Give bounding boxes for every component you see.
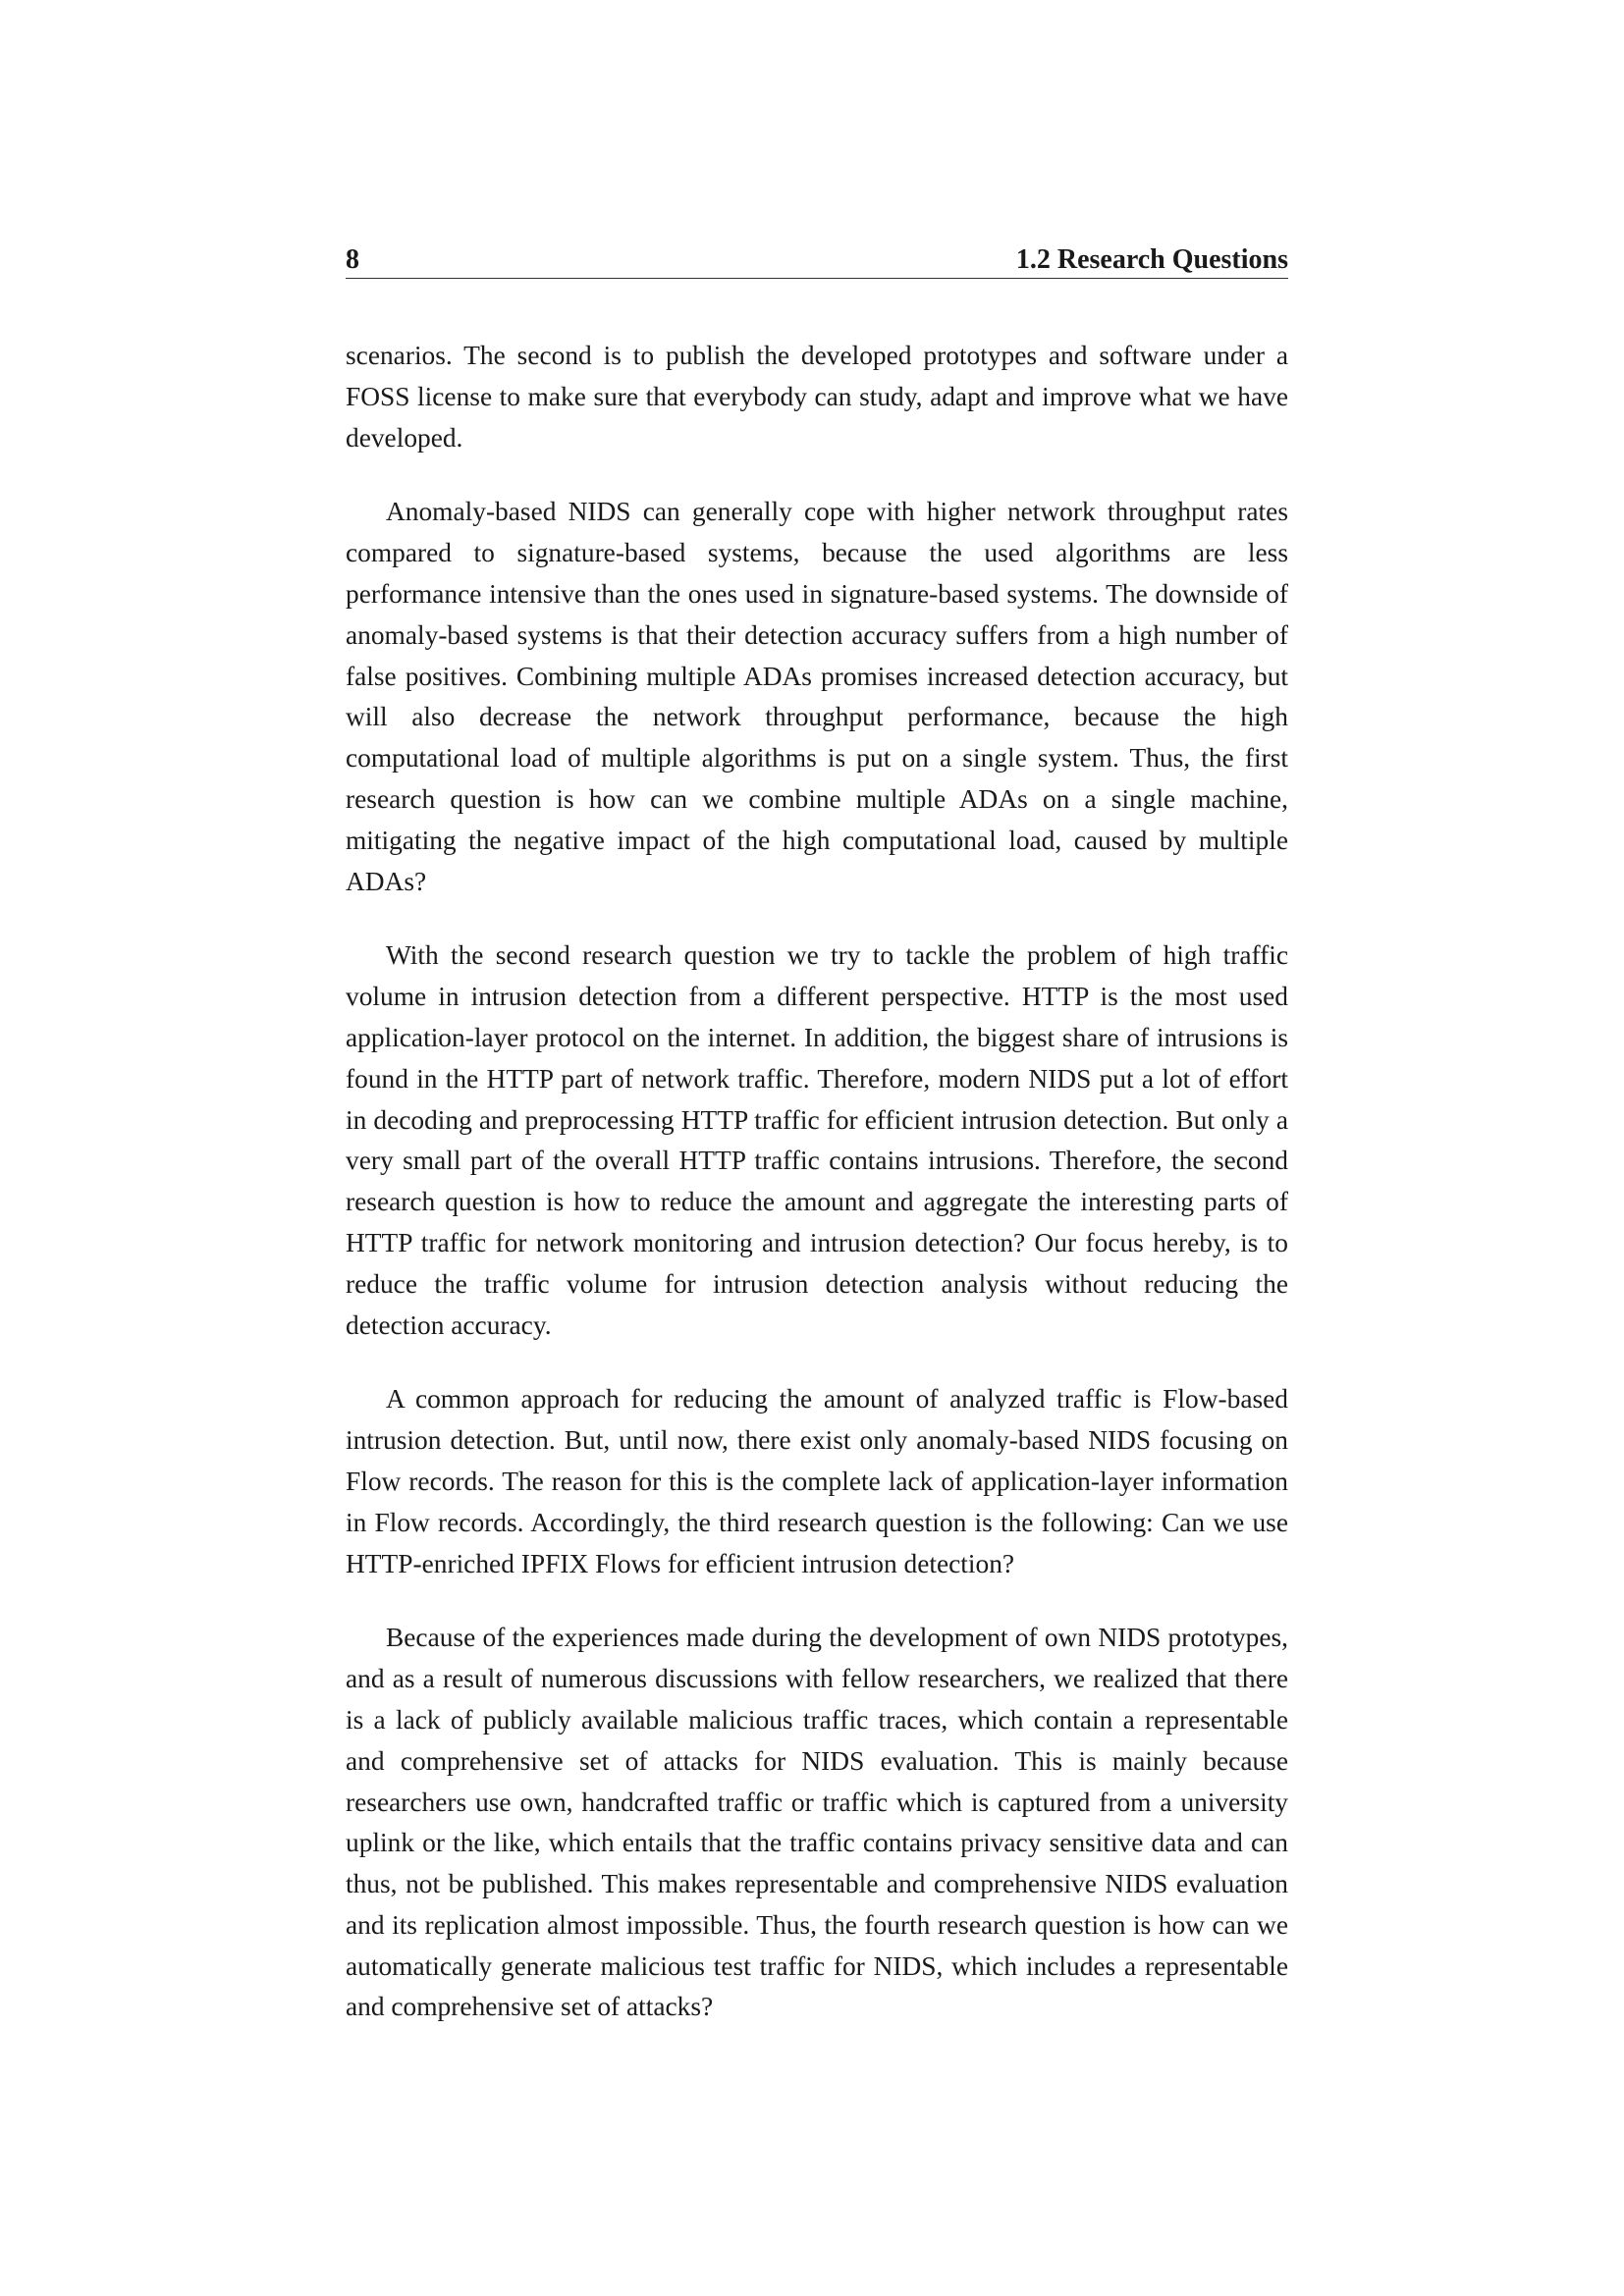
- running-header: [346, 240, 1288, 279]
- page-number: 8: [346, 244, 359, 275]
- paragraph-first-question: Anomaly-based NIDS can generally cope with higher network throughput rates compared to signature-based systems, because the used algorithms are less performance intensive than the ones used in signature-based systems. The downside of anomaly-based systems is that their detection accuracy suffers from a high number of false positives. Combining multiple ADAs promises increased detection accuracy, but will also decrease the network throughput performance, because the high computational load of multiple algorithms is put on a single system. Thus, the first research question is how can we combine multiple ADAs on a single machine, mitigating the negative impact of the high computational load, caused by multiple ADAs?: [346, 497, 1288, 896]
- section-title: 1.2 Research Questions: [1015, 244, 1288, 275]
- paragraph-second-question: With the second research question we try to tackle the problem of high traffic volume in intrusion detection from a different perspective. HTTP is the most used application-layer protocol on the internet. In addition, the biggest share of intrusions is found in the HTTP part of network traffic. Therefore, modern NIDS put a lot of effort in decoding and preprocessing HTTP traffic for efficient intrusion detection. But only a very small part of the overall HTTP traffic contains intrusions. Therefore, the second research question is how to reduce the amount and aggregate the interesting parts of HTTP traffic for network monitoring and intrusion detection? Our focus hereby, is to reduce the traffic volume for intrusion detection analysis without reducing the detection accuracy.: [346, 940, 1288, 1340]
- paragraph-third-question: A common approach for reducing the amount of analyzed traffic is Flow-based intrusion detection. But, until now, there exist only anomaly-based NIDS focusing on Flow records. The reason for this is the complete lack of application-layer information in Flow records. Accordingly, the third research question is the following: Can we use HTTP-enriched IPFIX Flows for efficient intrusion detection?: [346, 1384, 1288, 1578]
- body-text: [346, 336, 1288, 2061]
- paragraph-continuation: scenarios. The second is to publish the developed prototypes and software under a FOSS license to make sure that everybody can study, adapt and improve what we have developed.: [346, 341, 1288, 453]
- paragraph-fourth-question: Because of the experiences made during the development of own NIDS prototypes, and as a result of numerous discussions with fellow researchers, we realized that there is a lack of publicly available malicious traffic traces, which contain a representable and comprehensive set of attacks for NIDS evaluation. This is mainly because researchers use own, handcrafted traffic or traffic which is captured from a university uplink or the like, which entails that the traffic contains privacy sensitive data and can thus, not be published. This makes representable and comprehensive NIDS evaluation and its replication almost impossible. Thus, the fourth research question is how can we automatically generate malicious test traffic for NIDS, which includes a representable and comprehensive set of attacks?: [346, 1623, 1288, 2022]
